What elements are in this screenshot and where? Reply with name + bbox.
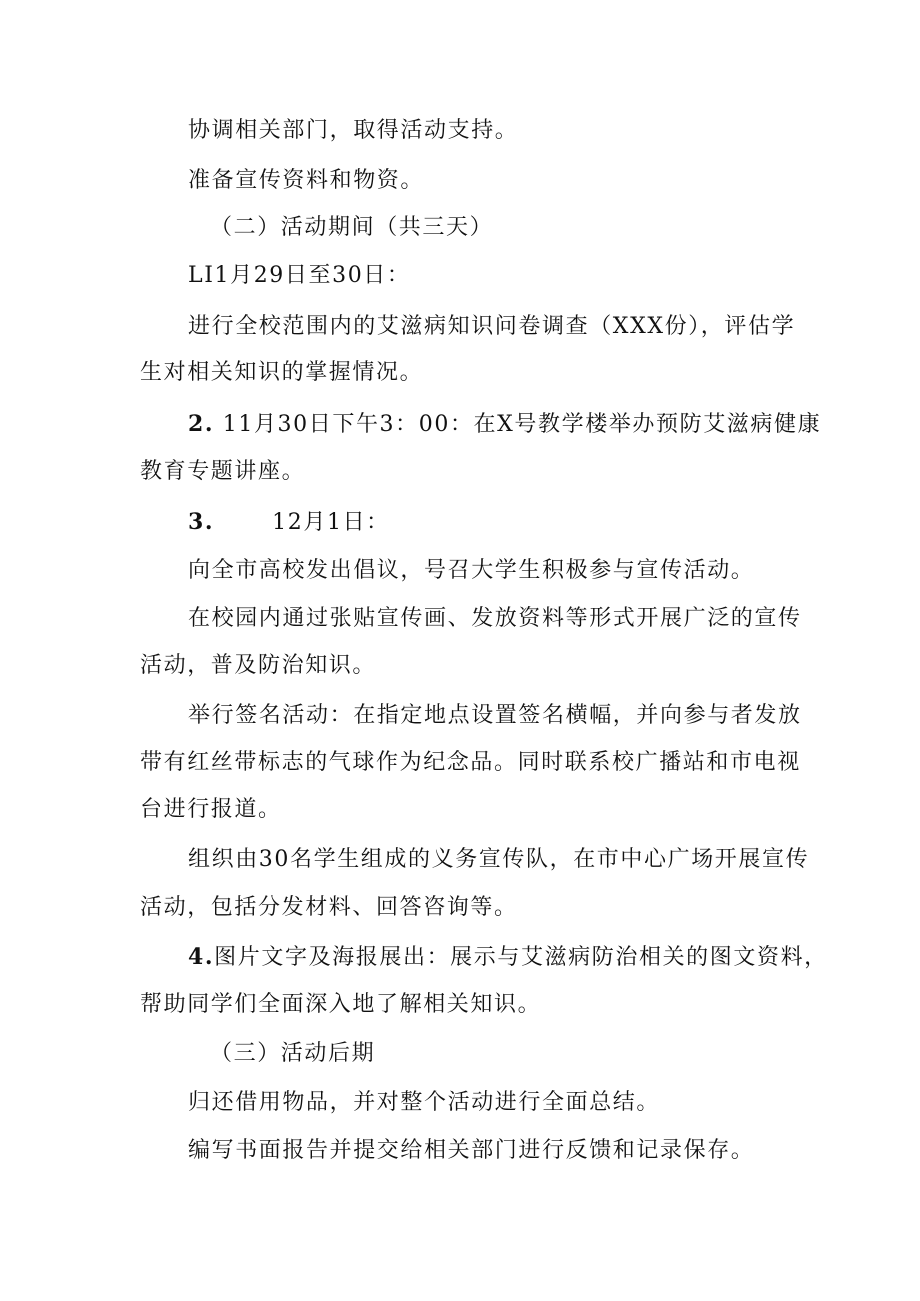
item2-number: 2. <box>188 411 215 437</box>
item3-date: 12月1日： <box>272 510 390 535</box>
item4-line-1 <box>188 942 828 973</box>
prep-line-2: 准备宣传资料和物资。 <box>188 168 425 193</box>
later-line-2: 编写书面报告并提交给相关部门进行反馈和记录保存。 <box>188 1138 755 1163</box>
item3-paragraph-2-line-2: 活动，普及防治知识。 <box>140 653 377 678</box>
item3-heading <box>188 507 390 538</box>
item3-number: 3. <box>188 509 215 535</box>
item3-paragraph-3-line-3: 台进行报道。 <box>140 797 282 822</box>
item3-paragraph-2-line-1: 在校园内通过张贴宣传画、发放资料等形式开展广泛的宣传 <box>188 606 802 631</box>
item3-paragraph-3-line-2: 带有红丝带标志的气球作为纪念品。同时联系校广播站和市电视 <box>140 750 801 775</box>
item2-text: 11月30日下午3：00：在X号教学楼举办预防艾滋病健康 <box>222 412 822 437</box>
item4-number: 4. <box>188 944 215 970</box>
item1-text-line-2: 生对相关知识的掌握情况。 <box>140 360 424 385</box>
later-line-1: 归还借用物品，并对整个活动进行全面总结。 <box>188 1090 661 1115</box>
item1-date: LI1月29日至30日： <box>188 263 411 288</box>
item3-paragraph-4-line-2: 活动，包括分发材料、回答咨询等。 <box>140 895 518 920</box>
item3-paragraph-4-line-1: 组织由30名学生组成的义务宣传队，在市中心广场开展宣传 <box>188 847 810 872</box>
item2-text-line-2: 教育专题讲座。 <box>140 459 306 484</box>
prep-line-1: 协调相关部门，取得活动支持。 <box>188 118 519 143</box>
item3-paragraph-1: 向全市高校发出倡议，号召大学生积极参与宣传活动。 <box>188 558 755 583</box>
item4-text-line-2: 帮助同学们全面深入地了解相关知识。 <box>140 992 542 1017</box>
section-heading-period: （二）活动期间（共三天） <box>210 215 494 240</box>
item3-paragraph-3-line-1: 举行签名活动：在指定地点设置签名横幅，并向参与者发放 <box>188 703 802 728</box>
item4-text: 图片文字及海报展出：展示与艾滋病防治相关的图文资料， <box>214 945 828 970</box>
item2-line-1 <box>188 409 821 440</box>
item1-text-line-1: 进行全校范围内的艾滋病知识问卷调查（XXX份），评估学 <box>188 314 796 339</box>
section-heading-later: （三）活动后期 <box>210 1041 376 1066</box>
